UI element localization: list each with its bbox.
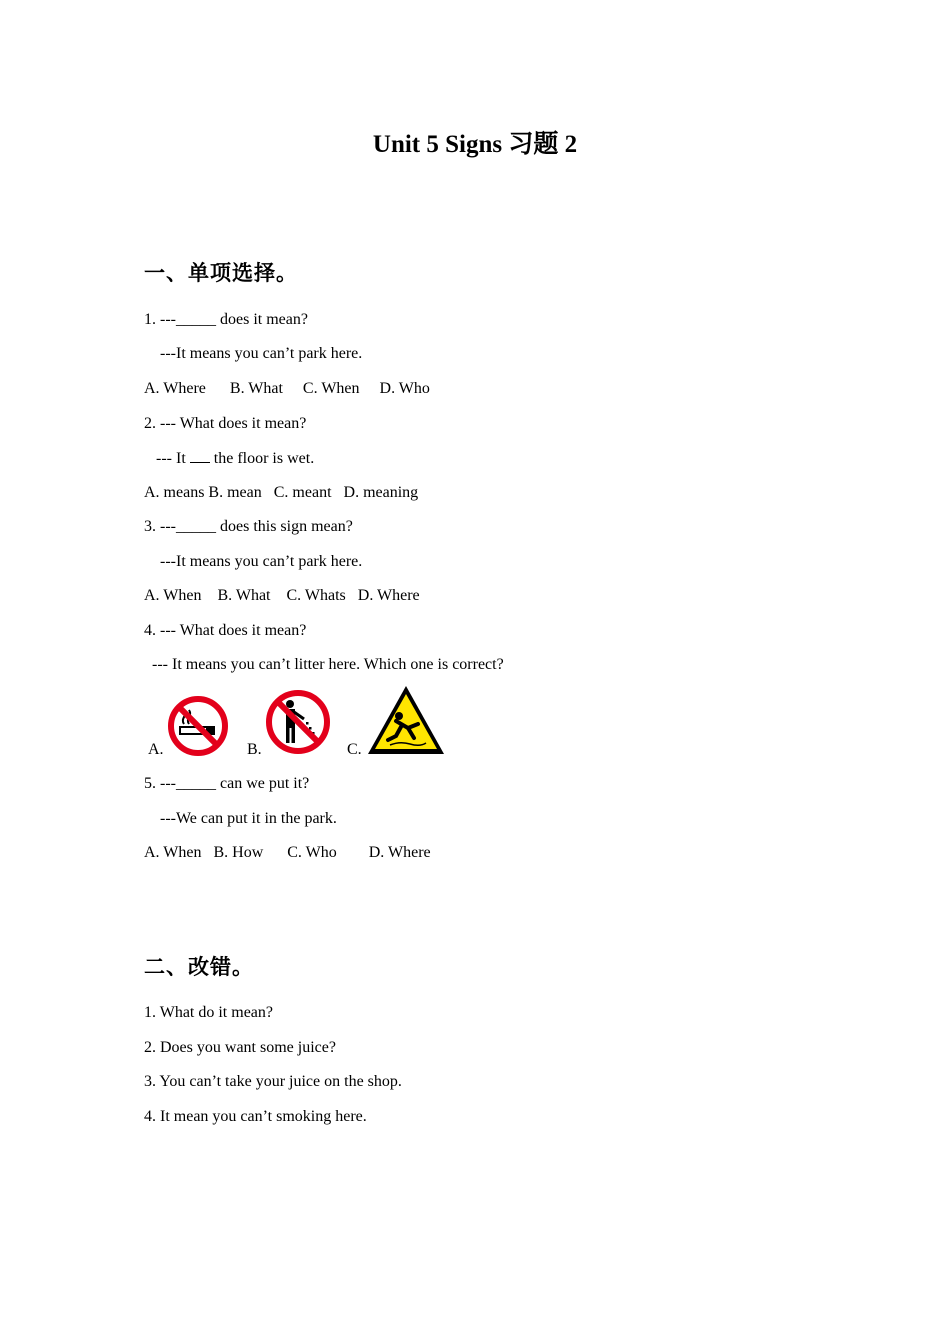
q5-options: A. When B. How C. Who D. Where — [144, 844, 431, 861]
correction-item-3: 3. You can’t take your juice on the shop. — [144, 1073, 402, 1090]
q2-options: A. means B. mean C. meant D. meaning — [144, 484, 419, 501]
q4-option-c-label: C. — [347, 741, 362, 758]
q4-stem: 4. --- What does it mean? — [144, 622, 307, 639]
q1-options: A. Where B. What C. When D. Who — [144, 380, 430, 397]
q3-options: A. When B. What C. Whats D. Where — [144, 587, 420, 604]
q1-stem: 1. ---_____ does it mean? — [144, 311, 308, 328]
section2-heading: 二、改错。 — [144, 955, 254, 979]
page-title: Unit 5 Signs 习题 2 — [372, 131, 578, 158]
q2-stem: 2. --- What does it mean? — [144, 415, 307, 432]
no-littering-sign-icon — [264, 688, 332, 756]
q2-reply-start: --- It — [156, 450, 186, 467]
no-smoking-sign-icon — [166, 694, 230, 758]
q1-reply: ---It means you can’t park here. — [160, 345, 363, 362]
correction-item-2: 2. Does you want some juice? — [144, 1039, 336, 1056]
wet-floor-warning-icon — [366, 684, 446, 756]
q4-option-a-label: A. — [148, 741, 164, 758]
q4-reply: --- It means you can’t litter here. Which one is correct? — [152, 656, 504, 673]
q4-option-b-label: B. — [247, 741, 262, 758]
correction-item-4: 4. It mean you can’t smoking here. — [144, 1108, 367, 1125]
q2-reply-end: the floor is wet. — [213, 450, 315, 467]
q5-reply: ---We can put it in the park. — [160, 810, 337, 827]
q2-reply — [156, 448, 314, 469]
section1-heading: 一、单项选择。 — [144, 261, 298, 285]
q2-blank — [190, 448, 210, 463]
correction-item-1: 1. What do it mean? — [144, 1004, 273, 1021]
q5-stem: 5. ---_____ can we put it? — [144, 775, 310, 792]
q3-stem: 3. ---_____ does this sign mean? — [144, 518, 353, 535]
q3-reply: ---It means you can’t park here. — [160, 553, 363, 570]
